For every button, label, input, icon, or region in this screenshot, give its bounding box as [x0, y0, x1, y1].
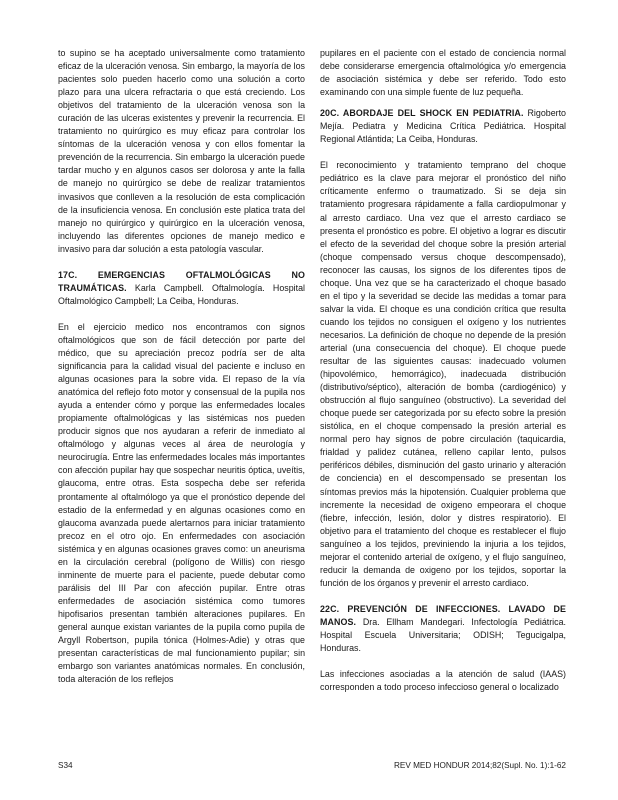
section-22c-body: Las infecciones asociadas a la atención de salud (IAAS) corresponden a todo proceso infeccioso general o localizado	[320, 669, 566, 693]
section-20c-authors: Rigoberto Mejía. Pediatra y Medicina Crítica Pediátrica. Hospital Regional Atlántida; La Ceiba, Honduras.	[320, 108, 566, 145]
section-20c-body: El reconocimiento y tratamiento temprano del choque pediátrico es la clave para mejorar el pronóstico del niño críticamente enfermo o traumatizado. Si se deja sin tratamiento progresara rápidamente a falla cardiopulmonar y al arresto cardiaco. Una vez que el arresto cardiaco se presenta el pronóstico es pobre. El objetivo a lograr es discutir el efecto de la severidad del choque sobre la presión arterial (choque compensado versus choque descompensado), reconocer las causas, los signos de los diferentes tipos de choque. Una vez que se ha caracterizado el choque basado en el tipo y la severidad se decide las medidas a tomar para salvar la vida. El choque es una condición crítica que resulta cuando los tejidos no consiguen el oxígeno y los nutrientes necesarios. La definición de choque no depende de la presión arterial (una consecuencia del choque). El choque puede resultar de las siguientes causas: inadecuado volumen (hipovolémico, hemorrágico), inadecuada distribución (distributivo/séptico), alteración de bomba (cardiogénico) y obstrucción al flujo sanguíneo (obstructivo). La severidad del choque puede ser categorizada por su efecto sobre la presión sistólica, en el choque compensado la presión arterial es normal pero hay signos de pobre circulación (taquicardia, frialdad y palidez cutánea, relleno capilar lento, pulsos periféricos débiles, disminución del gasto urinario y alteración de conciencia) en el descompensado se presentan los síntomas previos más la hipotensión. Cualquier problema que incremente la necesidad de oxigeno empeorara el choque (fiebre, infección, lesión, dolor y distres respiratorio). El objetivo para el tratamiento del choque es restablecer el flujo sanguíneo a los tejidos, previniendo la injuria a los tejidos, mejorar el contenido arterial de oxígeno, y el flujo sanguíneo, reducir la demanda de oxigeno por los tejidos, soportar la función de los órganos y prevenir el arresto cardiaco.	[320, 160, 566, 588]
right-column	[320, 47, 566, 694]
section-20c-title: 20C. ABORDAJE DEL SHOCK EN PEDIATRIA.	[320, 108, 524, 119]
page-number: S34	[58, 761, 73, 770]
pupil-reflex-continuation-paragraph: pupilares en el paciente con el estado de conciencia normal debe considerarse emergencia oftalmológica y/o emergencia de asociación sistémica y debe ser referido. Todo esto examinando con una simple fuente de luz pequeña.	[320, 48, 566, 98]
left-column	[58, 47, 305, 686]
section-17c-body: En el ejercicio medico nos encontramos con signos oftalmológicos que son de fácil detección por parte del médico, que su apreciación precoz podría ser de alta significancia para la calidad visual del paciente e incluso en algunas ocasiones para la sobre vida. El repaso de la vía anatómica del reflejo foto motor y consensual de la pupila nos ayuda a entender cómo y porque las enfermedades locales propiamente oftalmológicas y las sistémicas nos pueden producir signos que nos ayudaran a referir de inmediato al oftalmólogo y algunas veces al área de neurología y neurocirugía. Entre las enfermedades locales más importantes con afección pupilar hay que sospechar neuritis óptica, uveítis, glaucoma, entre otras. Esta sospecha debe ser referida prontamente al oftalmólogo ya que el pronóstico depende del estadio de la enfermedad y en algunas ocasiones como en glaucoma avanzada puede alertarnos para iniciar tratamiento precoz en el otro ojo. En enfermedades con asociación sistémica y en algunas ocasiones graves como: un aneurisma en la circulación cerebral (polígono de Willis) con riesgo inminente de muerte para el paciente, puede debutar como parálisis del III Par con afección pupilar. Entre otras enfermedades de asociación sistémica como tumores hipofisarios presentan también alteraciones pupilares. En general aunque existan variantes de la pupila como pupila de Argyll Robertson, pupila tónica (Holmes-Adie) y otras que presentan características de mal funcionamiento pupilar; sin embargo son variantes anatómicas normales. En conclusión, toda alteración de los reflejos	[58, 321, 305, 685]
section-22c-authors: Dra. Ellham Mandegari. Infectología Pediátrica. Hospital Escuela Universitaria; ODISH; Tegucigalpa, Honduras.	[320, 616, 566, 654]
section-22c-heading	[320, 603, 566, 655]
venous-ulcer-conclusion-paragraph: to supino se ha aceptado universalmente como tratamiento eficaz de la ulceración venosa. Sin embargo, la mayoría de los pacientes solo pueden hacerlo como una solución a corto plazo para una ulcera refractaria o que está creciendo. Los objetivos del tratamiento de la ulceración venosa son la curación de las ulceras existentes y prevenir la recurrencia. El tratamiento no quirúrgico es muy eficaz para controlar los síntomas de la ulceración venosa y con ellos fomentar la prevención de la recurrencia. Sin embargo la ulceración puede tardar mucho y en algunos casos ser dolorosa y ante la falla de manejo no quirúrgico se debe de realizar tratamientos invasivos que conlleven a la resolución de esta complicación de la insuficiencia venosa. En conclusión este platica trata del manejo no quirúrgico y quirúrgico en la ulceración venosa, incluyendo las diferentes opciones de manejo medico e invasivo para dar solución a esta patología vascular.	[58, 48, 305, 254]
section-22c-title: 22C. PREVENCIÓN DE INFECCIONES. LAVADO DE MANOS.	[320, 603, 566, 627]
section-20c-heading	[320, 107, 566, 146]
section-17c-authors: Karla Campbell. Oftalmología. Hospital Oftalmológico Campbell; La Ceiba, Honduras.	[58, 282, 305, 306]
section-17c-heading	[58, 269, 305, 308]
section-17c-title: 17C. EMERGENCIAS OFTALMOLÓGICAS NO TRAUMÁTICAS.	[58, 269, 305, 293]
journal-citation: REV MED HONDUR 2014;82(Supl. No. 1):1-62	[393, 761, 566, 770]
